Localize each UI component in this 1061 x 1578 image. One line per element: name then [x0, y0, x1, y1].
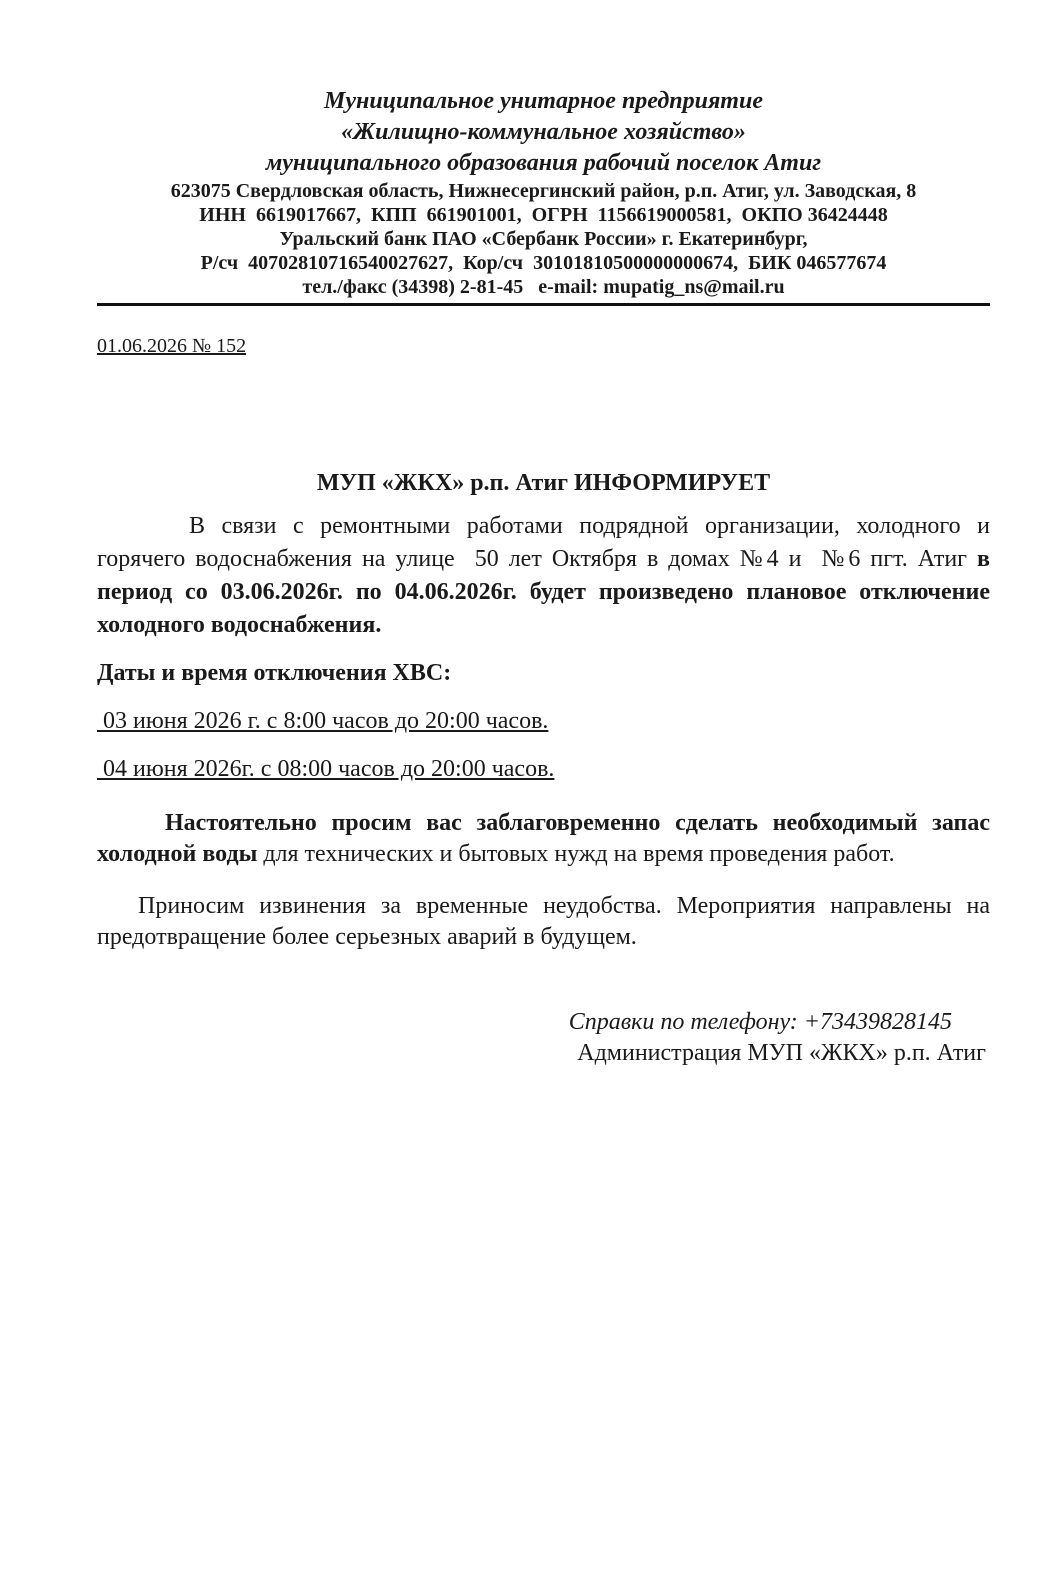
notice-paragraph-main [97, 510, 990, 642]
org-name-line-1: Муниципальное унитарное предприятие [324, 88, 763, 114]
org-name-line-3: муниципального образования рабочий поселок Атиг [265, 150, 822, 176]
request-text-bold: Настоятельно просим вас заблаговременно сделать необходимый запас холодной воды [97, 810, 990, 867]
notice-text-intro: В связи с ремонтными работами подрядной организации, холодного и горячего водоснабжения на улице [97, 513, 990, 572]
signature-block [97, 1007, 990, 1069]
org-bank-accounts: Р/сч 40702810716540027627, Кор/сч 30101810500000000674, БИК 046577674 [200, 252, 887, 274]
org-bank: Уральский банк ПАО «Сбербанк России» г. Екатеринбург, [279, 228, 808, 250]
outage-date-1: 03 июня 2026 г. с 8:00 часов до 20:00 часов. [97, 708, 549, 734]
letterhead-divider [97, 303, 990, 306]
notice-text-town: №6 пгт. Атиг [821, 546, 968, 572]
document-date-number: 01.06.2026 № 152 [97, 335, 247, 357]
org-tax-requisites: ИНН 6619017667, КПП 661901001, ОГРН 1156619000581, ОКПО 36424448 [199, 204, 888, 226]
org-contacts: тел./факс (34398) 2-81-45 e-mail: mupatig_ns@mail.ru [302, 276, 785, 298]
notice-paragraph-request [97, 808, 990, 870]
request-text-plain: для технических и бытовых нужд на время проведения работ. [263, 841, 895, 867]
dates-heading: Даты и время отключения ХВС: [97, 660, 452, 686]
org-address: 623075 Свердловская область, Нижнесергинский район, р.п. Атиг, ул. Заводская, 8 [170, 180, 917, 202]
notice-paragraph-apology: Приносим извинения за временные неудобства. Мероприятия направлены на предотвращение более серьезных аварий в будущем. [97, 893, 990, 950]
signature-administration: Администрация МУП «ЖКХ» р.п. Атиг [577, 1040, 986, 1066]
letterhead [97, 86, 990, 299]
notice-text-street: 50 лет Октября в домах №4 и [474, 546, 802, 572]
document-page [97, 86, 990, 1069]
notice-title: МУП «ЖКХ» р.п. Атиг ИНФОРМИРУЕТ [316, 470, 771, 496]
org-name-line-2: «Жилищно-коммунальное хозяйство» [341, 119, 746, 145]
outage-date-2: 04 июня 2026г. с 08:00 часов до 20:00 часов. [97, 756, 555, 782]
notice-text-period: в период со 03.06.2026г. по 04.06.2026г. будет произведено плановое отключение холодного водоснабжения. [97, 546, 990, 638]
signature-phone: Справки по телефону: +73439828145 [568, 1009, 952, 1035]
